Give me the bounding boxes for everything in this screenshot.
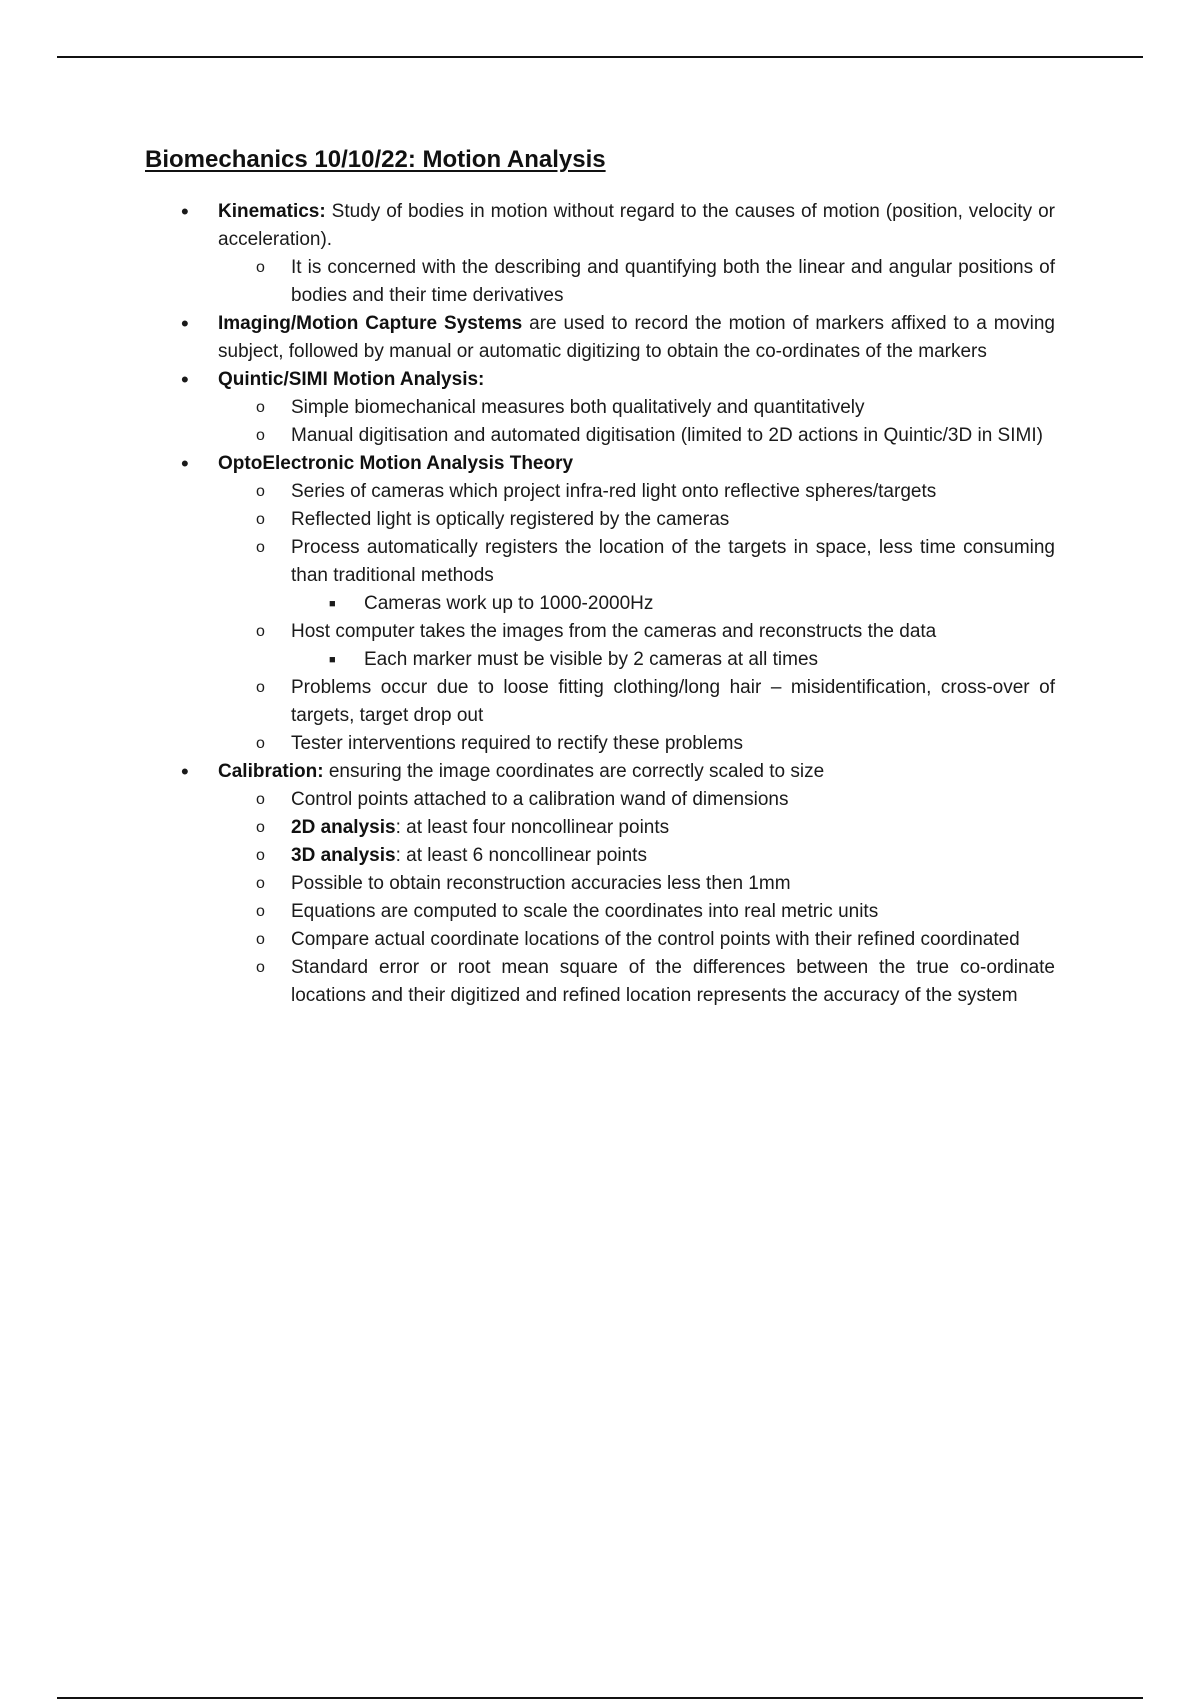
term-quintic: Quintic/SIMI Motion Analysis:: [218, 369, 485, 390]
list-item: o Tester interventions required to rectify these problems: [218, 730, 1055, 758]
list-item-imaging: [145, 310, 1055, 366]
circle-bullet-icon: o: [256, 735, 265, 752]
term-opto: OptoElectronic Motion Analysis Theory: [218, 453, 574, 474]
footer-rule: [57, 1697, 1143, 1699]
page-title: Biomechanics 10/10/22: Motion Analysis: [145, 146, 606, 173]
list-item: o Series of cameras which project infra-red light onto reflective spheres/targets: [218, 478, 1055, 506]
list-item: o Manual digitisation and automated digitisation (limited to 2D actions in Quintic/3D in SIMI): [218, 422, 1055, 450]
list-item: ■ Cameras work up to 1000-2000Hz: [291, 590, 1055, 618]
list-item: o Reflected light is optically registered by the cameras: [218, 506, 1055, 534]
kinematics-text: Study of bodies in motion without regard to the causes of motion (position, velocity or acceleration).: [218, 201, 1055, 250]
circle-bullet-icon: o: [256, 791, 265, 808]
bullet-icon: •: [181, 451, 189, 476]
list-item: o Process automatically registers the location of the targets in space, less time consuming than traditional methods ■ Cameras work up to 1000-2000Hz: [218, 534, 1055, 618]
bullet-icon: •: [181, 367, 189, 392]
list-item: o Compare actual coordinate locations of the control points with their refined coordinated: [218, 926, 1055, 954]
term-imaging: Imaging/Motion Capture Systems: [218, 313, 523, 334]
circle-bullet-icon: o: [256, 931, 265, 948]
circle-bullet-icon: o: [256, 903, 265, 920]
list-item: o Equations are computed to scale the coordinates into real metric units: [218, 898, 1055, 926]
list-item: o Host computer takes the images from the cameras and reconstructs the data ■ Each marker must be visible by 2 cameras at all times: [218, 618, 1055, 674]
list-item: o Simple biomechanical measures both qualitatively and quantitatively: [218, 394, 1055, 422]
term-calibration: Calibration:: [218, 761, 324, 782]
opto-sub4-list: [291, 646, 1055, 674]
square-bullet-icon: ■: [329, 654, 336, 666]
calibration-sublist: [218, 786, 1055, 1010]
list-item: o Possible to obtain reconstruction accuracies less then 1mm: [218, 870, 1055, 898]
main-bullet-list: [145, 198, 1055, 1010]
list-item-calibration: [145, 758, 1055, 1010]
quintic-sublist: [218, 394, 1055, 450]
circle-bullet-icon: o: [256, 959, 265, 976]
list-item-kinematics: [145, 198, 1055, 310]
document-page: [145, 146, 1055, 1010]
header-rule: [57, 56, 1143, 58]
circle-bullet-icon: o: [256, 539, 265, 556]
circle-bullet-icon: o: [256, 259, 265, 276]
circle-bullet-icon: o: [256, 875, 265, 892]
circle-bullet-icon: o: [256, 847, 265, 864]
imaging-text: are used to record the motion of markers affixed to a moving subject, followed by manual or automatic digitizing to obtain the co-ordinates of the markers: [218, 313, 1055, 362]
list-item: o Problems occur due to loose fitting clothing/long hair – misidentification, cross-over of targets, target drop out: [218, 674, 1055, 730]
circle-bullet-icon: o: [256, 511, 265, 528]
circle-bullet-icon: o: [256, 623, 265, 640]
circle-bullet-icon: o: [256, 483, 265, 500]
list-item: o It is concerned with the describing and quantifying both the linear and angular positions of bodies and their time derivatives: [218, 254, 1055, 310]
list-item: ■ Each marker must be visible by 2 cameras at all times: [291, 646, 1055, 674]
calibration-text: ensuring the image coordinates are correctly scaled to size: [323, 761, 825, 782]
opto-sub3-list: [291, 590, 1055, 618]
list-item: o 2D analysis: at least four noncollinear points: [218, 814, 1055, 842]
list-item-opto: [145, 450, 1055, 758]
list-item-quintic: [145, 366, 1055, 450]
square-bullet-icon: ■: [329, 598, 336, 610]
bullet-icon: •: [181, 311, 189, 336]
circle-bullet-icon: o: [256, 679, 265, 696]
bullet-icon: •: [181, 759, 189, 784]
kinematics-sublist: [218, 254, 1055, 310]
circle-bullet-icon: o: [256, 399, 265, 416]
opto-sublist: [218, 478, 1055, 758]
list-item: o Control points attached to a calibration wand of dimensions: [218, 786, 1055, 814]
term-kinematics: Kinematics:: [218, 201, 326, 222]
circle-bullet-icon: o: [256, 427, 265, 444]
list-item: o Standard error or root mean square of the differences between the true co-ordinate locations and their digitized and refined location represents the accuracy of the system: [218, 954, 1055, 1010]
list-item: o 3D analysis: at least 6 noncollinear points: [218, 842, 1055, 870]
circle-bullet-icon: o: [256, 819, 265, 836]
bullet-icon: •: [181, 199, 189, 224]
